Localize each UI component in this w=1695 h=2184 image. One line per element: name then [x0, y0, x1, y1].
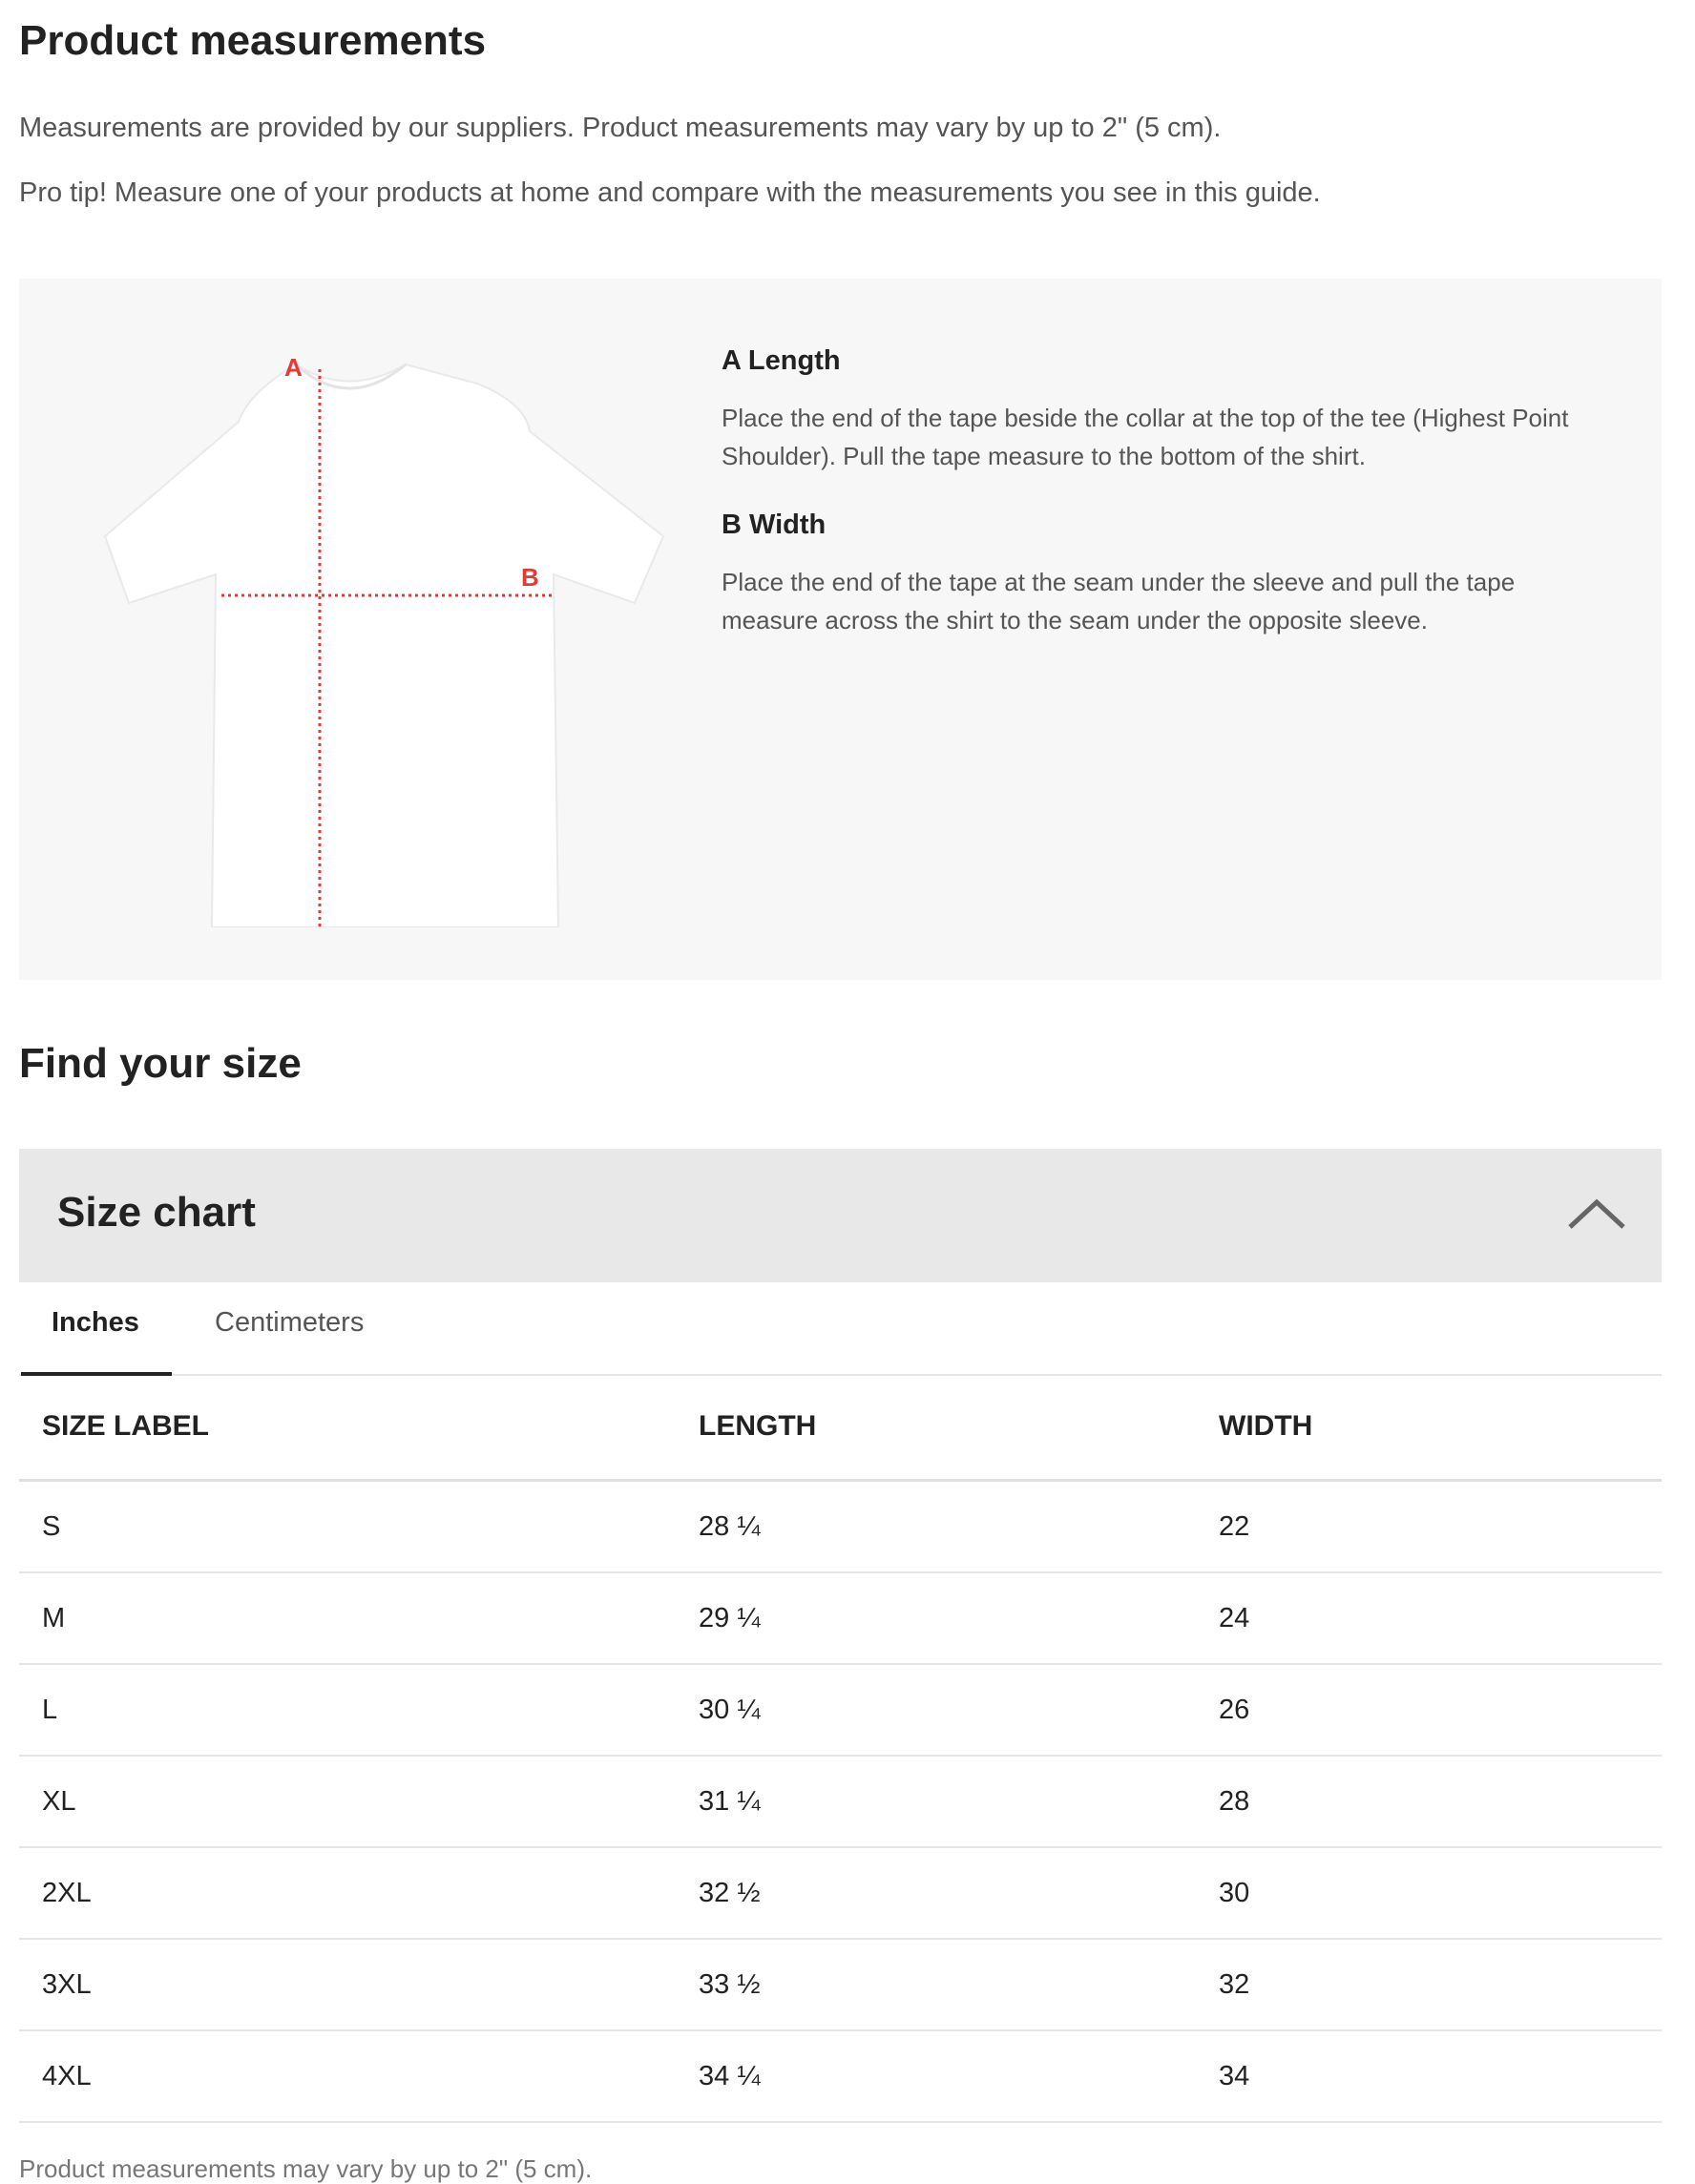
table-row [19, 1939, 1662, 2030]
pro-tip-text: Pro tip! Measure one of your products at home and compare with the measurements you see in this guide. [19, 177, 1321, 208]
width-cell: 32 [1219, 1939, 1662, 2030]
width-description: Place the end of the tape at the seam under the sleeve and pull the tape measure across the shirt to the seam under the opposite sleeve. [722, 568, 1516, 634]
length-description: Place the end of the tape beside the collar at the top of the tee (Highest Point Shoulder). Pull the tape measure to the bottom of the shirt. [722, 404, 1569, 470]
length-title: A Length [722, 345, 841, 376]
width-title: B Width [722, 510, 827, 540]
marker-a-label: A [284, 353, 303, 382]
column-header-length: LENGTH [699, 1374, 1219, 1481]
table-row [19, 2030, 1662, 2122]
size-cell: 3XL [19, 1939, 699, 2030]
tab-centimeters[interactable]: Centimeters [215, 1307, 365, 1338]
width-cell: 22 [1219, 1481, 1662, 1573]
size-cell: L [19, 1664, 699, 1756]
width-cell: 26 [1219, 1664, 1662, 1756]
length-cell: 32 ½ [699, 1847, 1219, 1939]
width-measurement [722, 510, 1609, 541]
length-cell: 33 ½ [699, 1939, 1219, 2030]
width-cell: 34 [1219, 2030, 1662, 2122]
footnote-text: Product measurements may vary by up to 2" (5 cm). [19, 2154, 593, 2183]
tshirt-shape [105, 364, 663, 927]
length-cell: 29 ¼ [699, 1572, 1219, 1664]
column-header-width: WIDTH [1219, 1374, 1662, 1481]
table-row [19, 1847, 1662, 1939]
marker-b-label: B [521, 563, 539, 592]
width-cell: 30 [1219, 1847, 1662, 1939]
unit-tabs [19, 1284, 1662, 1376]
intro-text: Measurements are provided by our suppliers. Product measurements may vary by up to 2" (5 cm). [19, 113, 1222, 143]
width-cell: 24 [1219, 1572, 1662, 1664]
table-row [19, 1756, 1662, 1847]
size-cell: M [19, 1572, 699, 1664]
column-header-size-label: SIZE LABEL [19, 1374, 699, 1481]
table-row [19, 1664, 1662, 1756]
table-row [19, 1481, 1662, 1573]
length-measurement [722, 345, 1609, 377]
length-cell: 34 ¼ [699, 2030, 1219, 2122]
length-cell: 31 ¼ [699, 1756, 1219, 1847]
chevron-up-icon[interactable] [1566, 1195, 1627, 1233]
table-header-row [19, 1374, 1662, 1481]
size-chart-title: Size chart [57, 1189, 256, 1236]
size-table [19, 1374, 1662, 2123]
size-chart-accordion-header[interactable] [19, 1149, 1662, 1282]
length-description-block [722, 399, 1609, 475]
size-cell: 2XL [19, 1847, 699, 1939]
measurement-guide-card [19, 279, 1662, 980]
table-row [19, 1572, 1662, 1664]
size-cell: 4XL [19, 2030, 699, 2122]
width-cell: 28 [1219, 1756, 1662, 1847]
find-your-size-heading: Find your size [19, 1040, 302, 1087]
size-cell: XL [19, 1756, 699, 1847]
tab-inches[interactable]: Inches [52, 1307, 139, 1338]
width-description-block [722, 563, 1609, 639]
length-cell: 28 ¼ [699, 1481, 1219, 1573]
tshirt-diagram-image [76, 317, 697, 927]
size-cell: S [19, 1481, 699, 1573]
length-cell: 30 ¼ [699, 1664, 1219, 1756]
page-title: Product measurements [19, 17, 487, 64]
